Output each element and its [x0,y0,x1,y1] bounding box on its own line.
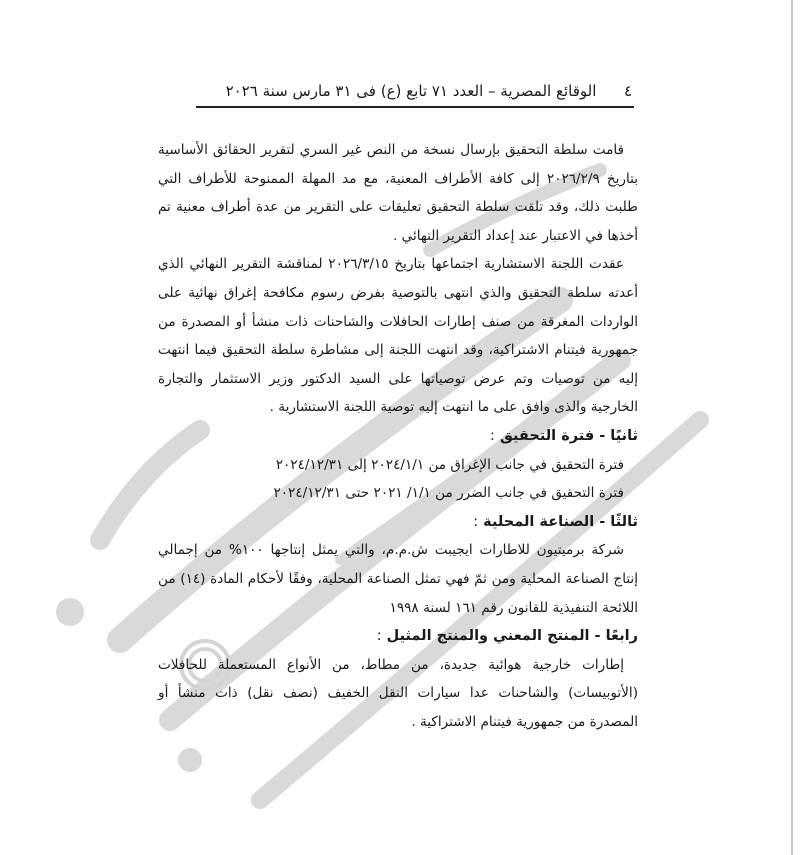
paragraph-advisory-committee: عقدت اللجنة الاستشارية اجتماعها بتاريخ ٢٠٢٦/٣/١٥ لمناقشة التقرير النهائي الذي أعدته سلطة التحقيق والذي انتهى بالتوصية بفرض رسوم مكافحة إغراق نهائية على الواردات المغرقة من صنف إطارات الحافلات والشاحنات ذات منشأ أو المصدرة من جمهورية فيتنام الاشتراكية، وقد انتهت اللجنة إلى مشاطرة سلطة التحقيق فيما انتهت إليه من توصيات وتم عرض توصياتها على السيد الدكتور وزير الاستثمار والتجارة الخارجية والذى وافق على ما انتهت إليه توصية اللجنة الاستشارية . [158,256,638,416]
heading-text: ثانيًا - فترة التحقيق [499,427,638,444]
investigation-period-injury: فترة التحقيق في جانب الضرر من ١/١/ ٢٠٢١ حتى ٢٠٢٤/١٢/٣١ [273,485,624,502]
page-header [200,82,632,100]
scan-edge-shadow [791,0,793,855]
header-rule [196,106,634,108]
paragraph-fact-report: قامت سلطة التحقيق بإرسال نسخة من النص غير السري لتقرير الحقائق الأساسية بتاريخ ٢٠٢٦/٢/٩ إلى كافة الأطراف المعنية، مع مد المهلة الممنوحة للأطراف التي طلبت ذلك، وقد تلقت سلطة التحقيق تعليقات على التقرير من عدة أطراف معنية تم أخذها في الاعتبار عند إعداد التقرير النهائي . [158,142,638,244]
heading-text: رابعًا - المنتج المعني والمنتج المثيل [386,628,638,645]
heading-text: ثالثًا - الصناعة المحلية [483,513,638,530]
watermark-dot-1 [56,598,84,626]
investigation-period-dumping: فترة التحقيق في جانب الإغراق من ٢٠٢٤/١/١ إلى ٢٠٢٤/١٢/٣١ [275,456,624,473]
document-body [158,136,638,736]
watermark-dot-2 [178,748,202,772]
page-number: ٤ [623,82,632,100]
paragraph-product-description: إطارات خارجية هوائية جديدة، من مطاط، من الأنواع المستعملة للحافلات (الأتوبيسات) والشاحنات عدا سيارات النقل الخفيف (نصف نقل) ذات منشأ أو المصدرة من جمهورية فيتنام الاشتراكية . [158,656,638,730]
section-heading-domestic-industry [158,508,638,537]
heading-colon: : [473,513,479,530]
paragraph-domestic-industry: شركة برميتيون للاطارات ايجيبت ش.م.م، والتي يمثل إنتاجها ١٠٠% من إجمالي إنتاج الصناعة المحلية ومن ثمّ فهي تمثل الصناعة المحلية، وفقًا لأحكام المادة (١٤) من اللائحة التنفيذية للقانون رقم ١٦١ لسنة ١٩٩٨ [158,542,638,616]
section-heading-investigation-period [158,422,638,451]
heading-colon: : [376,628,382,645]
heading-colon: : [489,427,495,444]
header-title: الوقائع المصرية – العدد ٧١ تابع (ع) فى ٣١ مارس سنة ٢٠٢٦ [225,82,597,100]
section-heading-product [158,622,638,651]
